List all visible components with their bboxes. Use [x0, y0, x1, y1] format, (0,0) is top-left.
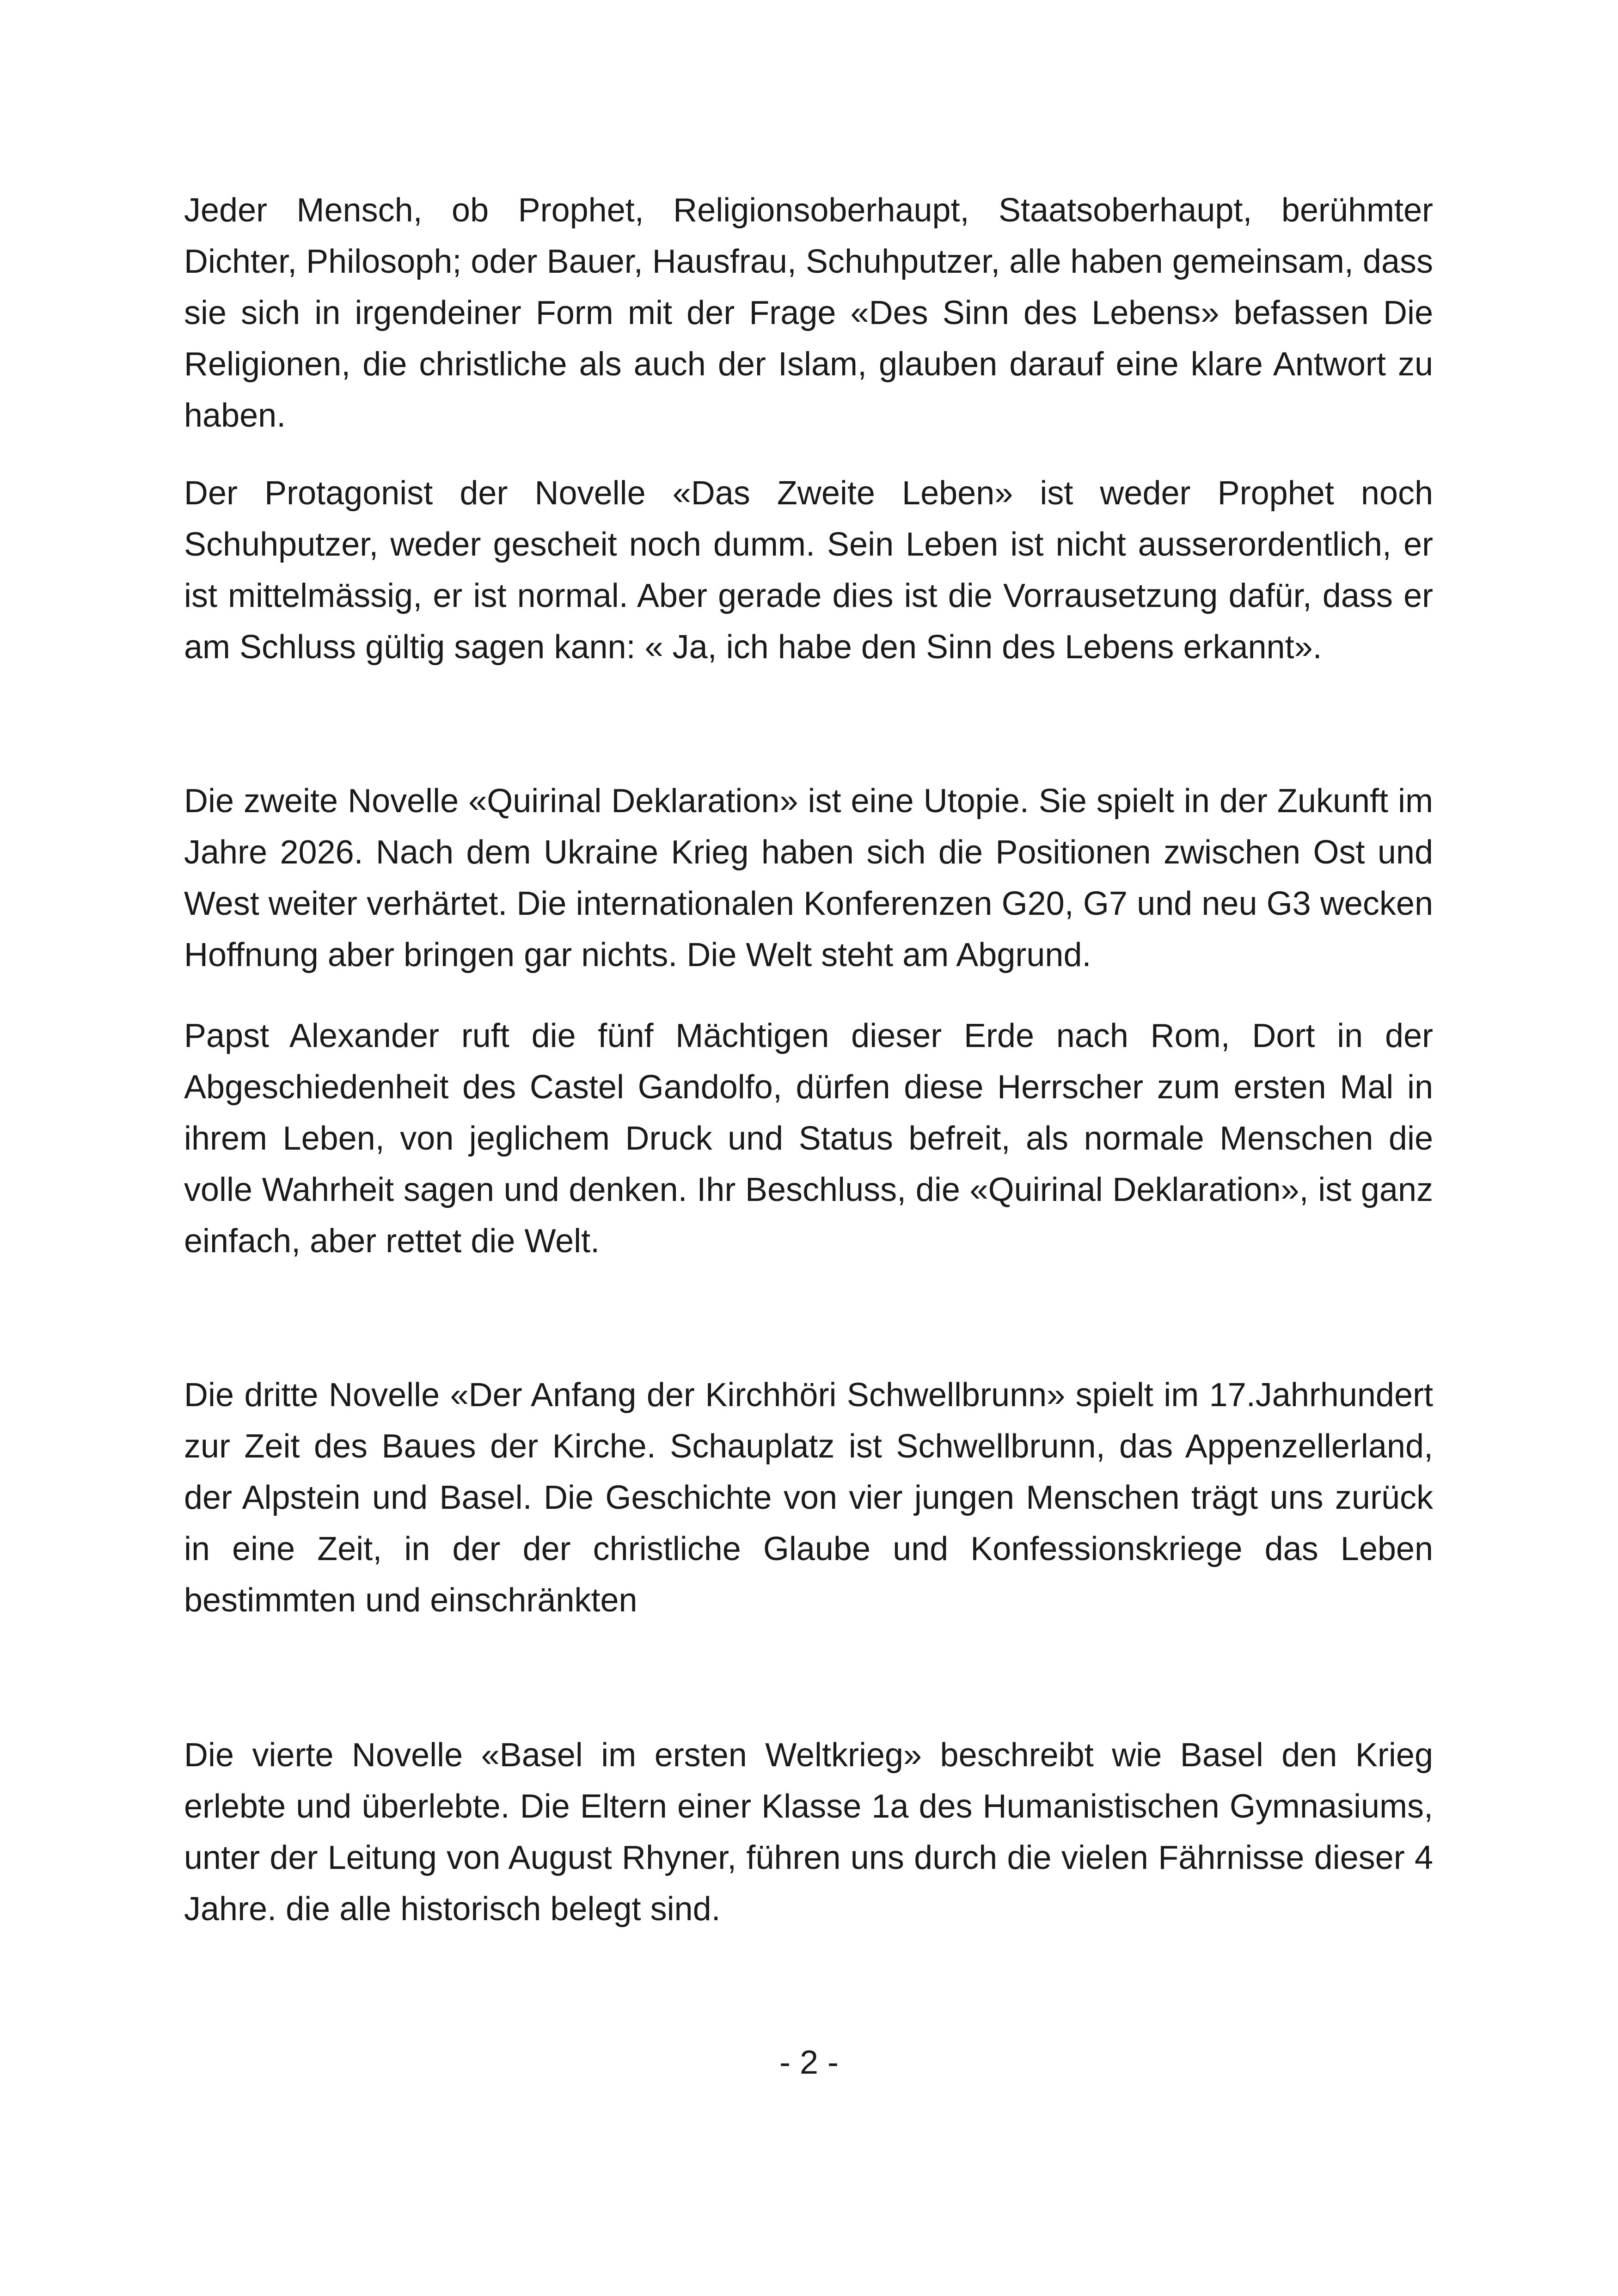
- paragraph-novella-two: Die zweite Novelle «Quirinal Deklaration» ist eine Utopie. Sie spielt in der Zukunft im Jahre 2026. Nach dem Ukraine Krieg haben sich die Positionen zwischen Ost und West weiter verhärtet. Die internationalen Konferenzen G20, G7 und neu G3 wecken Hoffnung aber bringen gar nichts. Die Welt steht am Abgrund.: [184, 783, 1433, 974]
- paragraph-novella-one: Der Protagonist der Novelle «Das Zweite Leben» ist weder Prophet noch Schuhputzer, weder gescheit noch dumm. Sein Leben ist nicht ausserordentlich, er ist mittelmässig, er ist normal. Aber gerade dies ist die Vorrausetzung dafür, dass er am Schluss gültig sagen kann: « Ja, ich habe den Sinn des Lebens erkannt».: [184, 475, 1433, 666]
- paragraph-novella-four: Die vierte Novelle «Basel im ersten Weltkrieg» beschreibt wie Basel den Krieg erlebte und überlebte. Die Eltern einer Klasse 1a des Humanistischen Gymnasiums, unter der Leitung von August Rhyner, führen uns durch die vielen Fährnisse dieser 4 Jahre. die alle historisch belegt sind.: [184, 1737, 1433, 1928]
- page-number: - 2 -: [779, 2044, 839, 2081]
- paragraph-novella-two-plot: Papst Alexander ruft die fünf Mächtigen dieser Erde nach Rom, Dort in der Abgeschiedenheit des Castel Gandolfo, dürfen diese Herrscher zum ersten Mal in ihrem Leben, von jeglichem Druck und Status befreit, als normale Menschen die volle Wahrheit sagen und denken. Ihr Beschluss, die «Quirinal Deklaration», ist ganz einfach, aber rettet die Welt.: [184, 1017, 1433, 1260]
- paragraph-novella-three: Die dritte Novelle «Der Anfang der Kirchhöri Schwellbrunn» spielt im 17.Jahrhundert zur Zeit des Baues der Kirche. Schauplatz ist Schwellbrunn, das Appenzellerland, der Alpstein und Basel. Die Geschichte von vier jungen Menschen trägt uns zurück in eine Zeit, in der der christliche Glaube und Konfessionskriege das Leben bestimmten und einschränkten: [184, 1377, 1433, 1619]
- paragraph-intro: Jeder Mensch, ob Prophet, Religionsoberhaupt, Staatsoberhaupt, berühmter Dichter, Philosoph; oder Bauer, Hausfrau, Schuhputzer, alle haben gemeinsam, dass sie sich in irgendeiner Form mit der Frage «Des Sinn des Lebens» befassen Die Religionen, die christliche als auch der Islam, glauben darauf eine klare Antwort zu haben.: [184, 192, 1433, 434]
